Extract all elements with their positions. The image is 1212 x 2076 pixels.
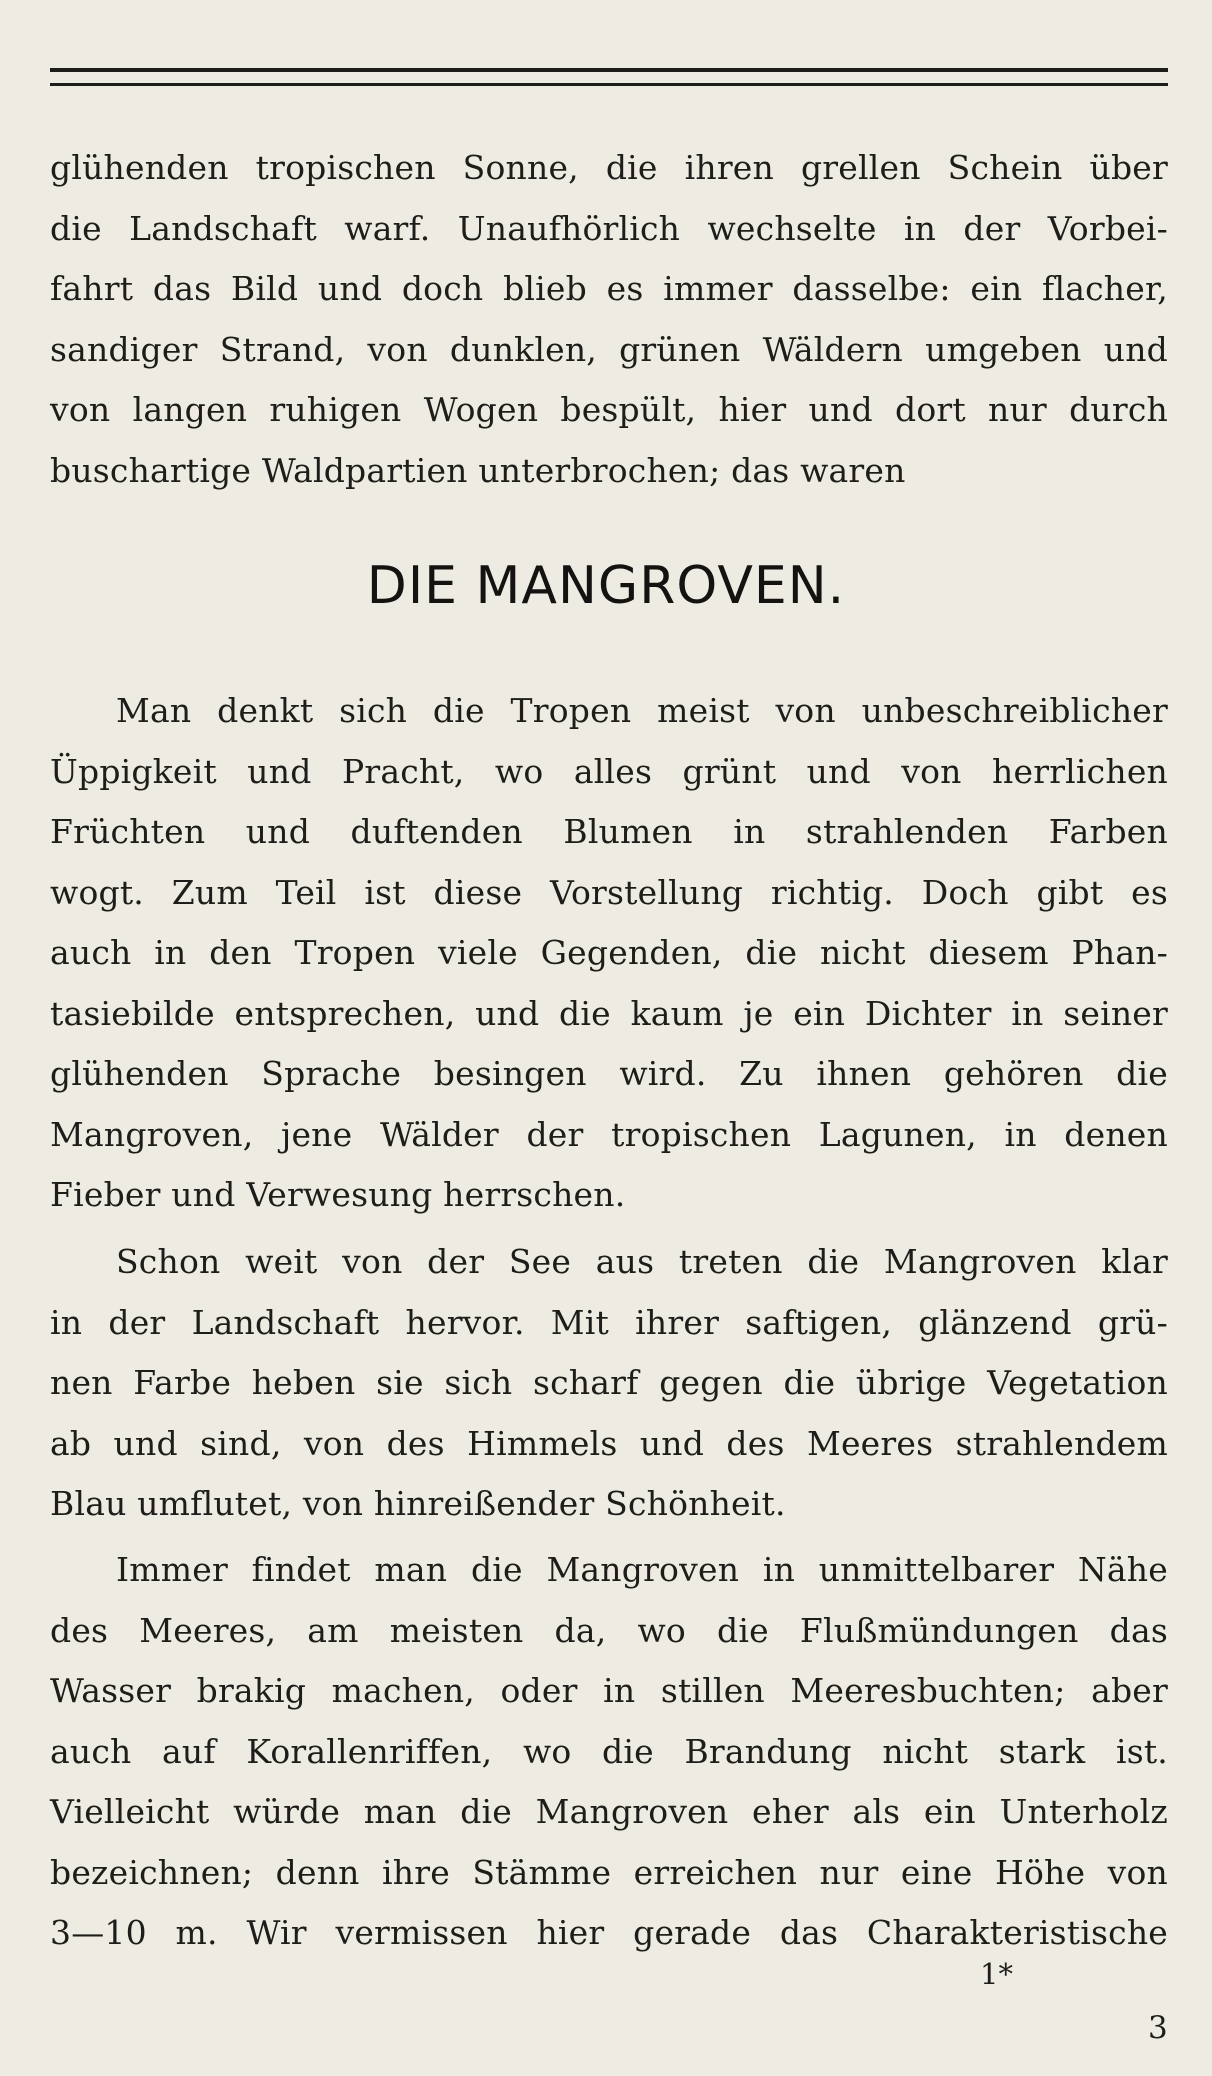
signature-mark: 1*	[980, 1957, 1013, 1991]
text-line: von langen ruhigen Wogen bespült, hier und dort nur durch	[50, 390, 1168, 429]
text-line: Fieber und Verwesung herrschen.	[50, 1175, 626, 1214]
chapter-heading: DIE MANGROVEN.	[366, 556, 846, 616]
text-line: Mangroven, jene Wälder der tropischen Lagunen, in denen	[50, 1114, 1168, 1154]
text-line: in der Landschaft hervor. Mit ihrer saftigen, glänzend grü-	[50, 1302, 1168, 1342]
text-line: Immer findet man die Mangroven in unmittelbarer Nähe	[116, 1550, 1168, 1589]
text-line: des Meeres, am meisten da, wo die Flußmündungen das	[50, 1610, 1168, 1650]
text-line: buschartige Waldpartien unterbrochen; das waren	[50, 450, 906, 490]
text-line: glühenden tropischen Sonne, die ihren grellen Schein über	[50, 148, 1168, 187]
paragraph-intro	[50, 138, 1168, 501]
text-line: glühenden Sprache besingen wird. Zu ihnen gehören die	[50, 1054, 1168, 1093]
text-line: Früchten und duftenden Blumen in strahlenden Farben	[50, 812, 1168, 851]
text-line: sandiger Strand, von dunklen, grünen Wäldern umgeben und	[50, 329, 1168, 369]
header-rule-bottom	[50, 83, 1168, 86]
paragraph-tropics	[50, 681, 1168, 1226]
text-line: fahrt das Bild und doch blieb es immer dasselbe: ein flacher,	[50, 269, 1168, 308]
text-line: 3—10 m. Wir vermissen hier gerade das Charakteristische	[50, 1913, 1168, 1952]
text-line: die Landschaft warf. Unaufhörlich wechselte in der Vorbei-	[50, 208, 1168, 248]
text-line: bezeichnen; denn ihre Stämme erreichen nur eine Höhe von	[50, 1852, 1168, 1892]
text-line: auch auf Korallenriffen, wo die Brandung nicht stark ist.	[50, 1731, 1168, 1771]
text-line: tasiebilde entsprechen, und die kaum je ein Dichter in seiner	[50, 993, 1168, 1033]
text-line: Üppigkeit und Pracht, wo alles grünt und von herrlichen	[50, 751, 1168, 791]
header-rule-top	[50, 68, 1168, 72]
text-line: Schon weit von der See aus treten die Mangroven klar	[116, 1242, 1168, 1281]
text-line: Blau umflutet, von hinreißender Schönheit.	[50, 1484, 786, 1523]
paragraph-habitat	[50, 1540, 1168, 1964]
text-line: Vielleicht würde man die Mangroven eher als ein Unterholz	[50, 1792, 1168, 1831]
text-line: nen Farbe heben sie sich scharf gegen die übrige Vegetation	[50, 1363, 1168, 1402]
text-line: Man denkt sich die Tropen meist von unbeschreiblicher	[116, 691, 1168, 730]
paragraph-appearance	[50, 1232, 1168, 1535]
text-line: auch in den Tropen viele Gegenden, die nicht diesem Phan-	[50, 933, 1168, 972]
text-line: wogt. Zum Teil ist diese Vorstellung richtig. Doch gibt es	[50, 872, 1168, 912]
text-line: Wasser brakig machen, oder in stillen Meeresbuchten; aber	[50, 1671, 1168, 1710]
page-number: 3	[1148, 2010, 1168, 2046]
text-line: ab und sind, von des Himmels und des Meeres strahlendem	[50, 1423, 1168, 1463]
